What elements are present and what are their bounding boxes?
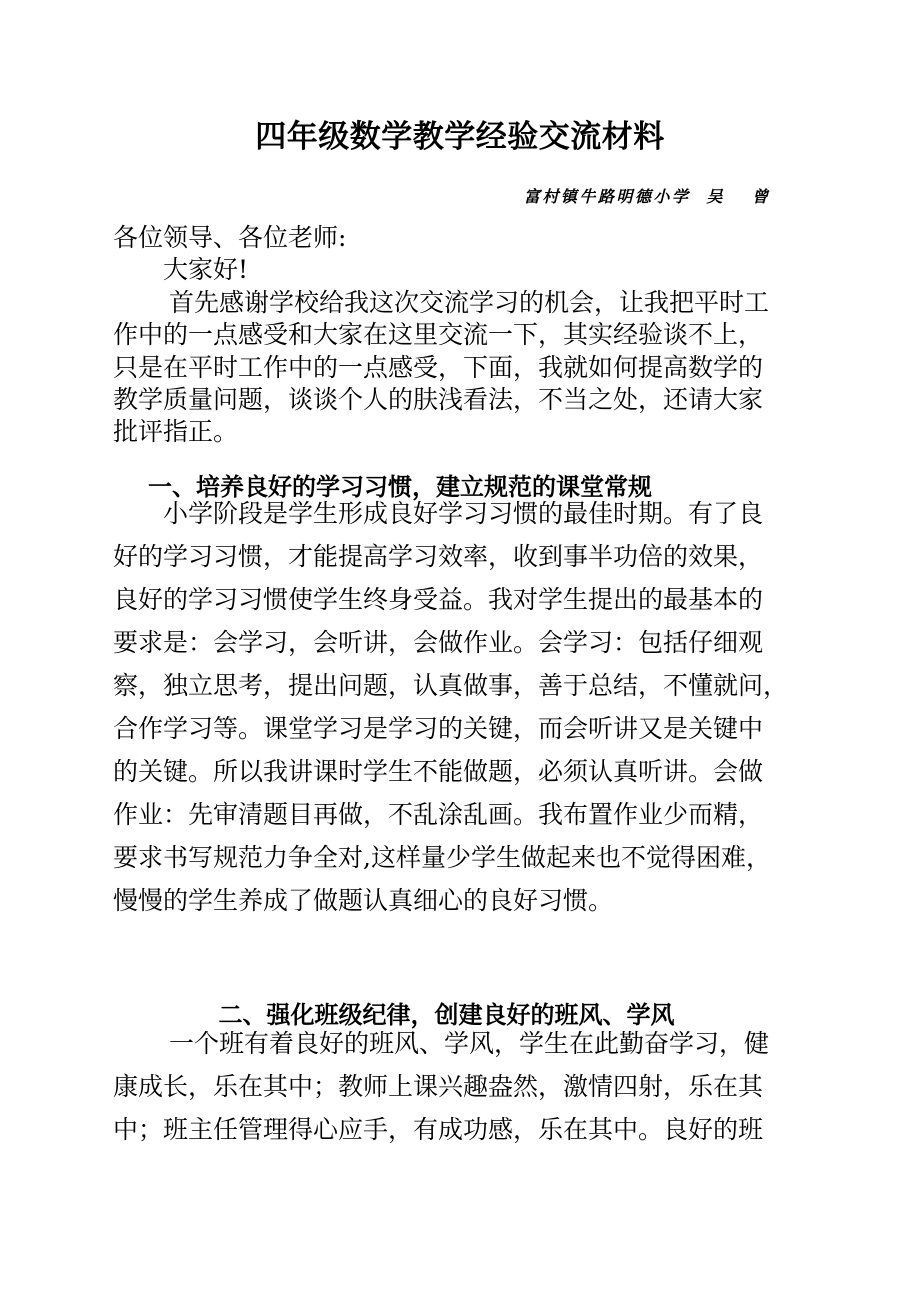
body-line: 的关键。所以我讲课时学生不能做题，必须认真听讲。会做: [113, 757, 764, 786]
intro-line: 只是在平时工作中的一点感受，下面，我就如何提高数学的: [113, 352, 764, 382]
greeting-line: 大家好!: [163, 255, 249, 285]
byline-author: 吴 曾: [706, 187, 780, 206]
page-title: 四年级数学教学经验交流材料: [255, 118, 665, 155]
intro-line: 作中的一点感受和大家在这里交流一下，其实经验谈不上，: [113, 320, 764, 350]
byline: [113, 186, 784, 208]
body-line: 察，独立思考，提出问题，认真做事，善于总结，不懂就问，: [113, 671, 789, 700]
intro-line: 首先感谢学校给我这次交流学习的机会，让我把平时工: [169, 287, 770, 317]
body-line: 好的学习习惯，才能提高学习效率，收到事半功倍的效果，: [113, 542, 764, 571]
body-line: 一个班有着良好的班风、学风，学生在此勤奋学习，健: [169, 1029, 770, 1058]
body-line: 良好的学习习惯使学生终身受益。我对学生提出的最基本的: [113, 585, 764, 614]
body-line: 中；班主任管理得心应手，有成功感，乐在其中。良好的班: [113, 1115, 764, 1144]
intro-line: 批评指正。: [113, 417, 239, 447]
section-one-body: [113, 492, 789, 922]
section-heading-two: 二、强化班级纪律，创建良好的班风、学风: [218, 1000, 675, 1029]
section-heading-one: 一、培养良好的学习习惯，建立规范的课堂常规: [148, 472, 652, 501]
body-line: 作业：先审清题目再做，不乱涂乱画。我布置作业少而精，: [113, 800, 764, 829]
intro-block: [113, 222, 780, 449]
body-line: 要求是：会学习，会听讲，会做作业。会学习：包括仔细观: [113, 628, 764, 657]
body-line: 康成长，乐在其中；教师上课兴趣盎然，激情四射，乐在其: [113, 1072, 764, 1101]
body-line: 小学阶段是学生形成良好学习习惯的最佳时期。有了良: [163, 499, 764, 528]
body-line: 慢慢的学生养成了做题认真细心的良好习惯。: [113, 886, 614, 915]
section-two-body: [113, 1022, 780, 1151]
byline-school: 富村镇牛路明德小学: [523, 187, 691, 206]
salutation-line: 各位领导、各位老师:: [113, 223, 347, 252]
body-line: 要求书写规范力争全对,这样量少学生做起来也不觉得困难，: [113, 843, 771, 872]
intro-line: 教学质量问题，谈谈个人的肤浅看法，不当之处，还请大家: [113, 384, 764, 414]
body-line: 合作学习等。课堂学习是学习的关键，而会听讲又是关键中: [113, 714, 764, 743]
